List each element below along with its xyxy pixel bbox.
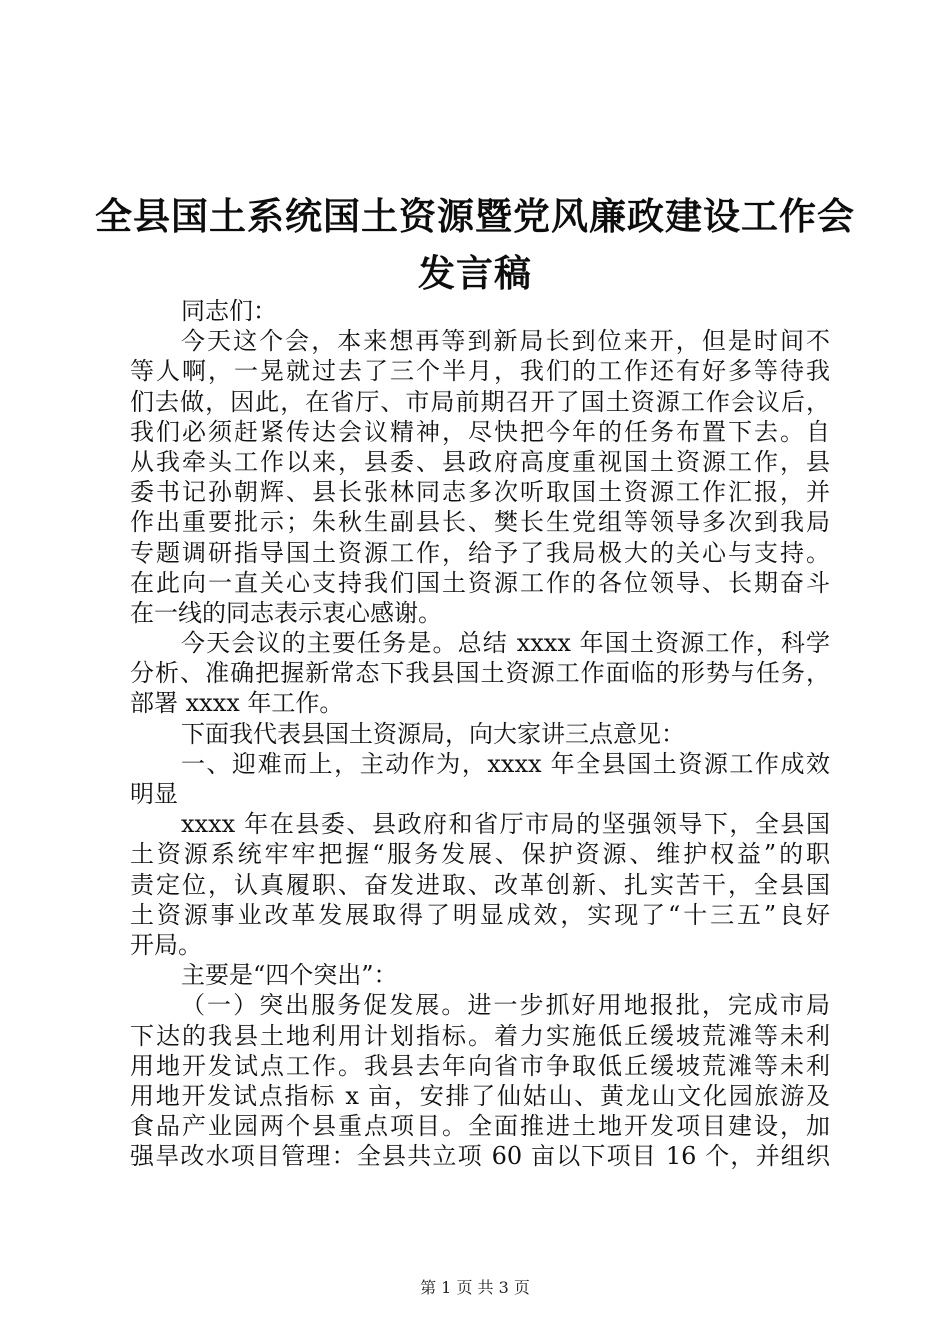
document-body bbox=[130, 296, 830, 1171]
body-line: 开局。 bbox=[130, 930, 202, 959]
body-line: 专题调研指导国土资源工作，给予了我局极大的关心与支持。 bbox=[130, 538, 830, 567]
body-line: 分析、准确把握新常态下我县国土资源工作面临的形势与任务， bbox=[130, 659, 830, 688]
document-title-line-2: 发言稿 bbox=[418, 252, 532, 295]
body-line: 土资源系统牢牢把握“服务发展、保护资源、维护权益”的职 bbox=[130, 840, 830, 869]
body-line: 委书记孙朝辉、县长张林同志多次听取国土资源工作汇报，并 bbox=[130, 478, 830, 507]
body-line: xxxx 年在县委、县政府和省厅市局的坚强领导下，全县国 bbox=[181, 810, 830, 839]
body-line: 下达的我县土地利用计划指标。着力实施低丘缓坡荒滩等未利 bbox=[130, 1021, 830, 1050]
body-line: 们去做，因此，在省厅、市局前期召开了国土资源工作会议后， bbox=[130, 387, 830, 416]
document-title-line-1: 全县国土系统国土资源暨党风廉政建设工作会 bbox=[95, 195, 855, 238]
body-line: 在此向一直关心支持我们国土资源工作的各位领导、长期奋斗 bbox=[130, 568, 830, 597]
body-line: 用地开发试点工作。我县去年向省市争取低丘缓坡荒滩等未利 bbox=[130, 1051, 830, 1080]
body-line: 强旱改水项目管理：全县共立项 60 亩以下项目 16 个，并组织 bbox=[130, 1142, 830, 1171]
body-line: 我们必须赶紧传达会议精神，尽快把今年的任务布置下去。自 bbox=[130, 417, 830, 446]
body-line: 主要是“四个突出”： bbox=[181, 961, 398, 990]
body-line: 食品产业园两个县重点项目。全面推进土地开发项目建设，加 bbox=[130, 1112, 830, 1141]
body-line: 今天会议的主要任务是。总结 xxxx 年国土资源工作，科学 bbox=[181, 629, 830, 658]
body-line: 在一线的同志表示衷心感谢。 bbox=[130, 598, 442, 627]
body-line: 下面我代表县国土资源局，向大家讲三点意见： bbox=[181, 719, 685, 748]
body-line: 作出重要批示；朱秋生副县长、樊长生党组等领导多次到我局 bbox=[130, 508, 830, 537]
body-line: 从我牵头工作以来，县委、县政府高度重视国土资源工作，县 bbox=[130, 447, 830, 476]
body-line: 同志们： bbox=[181, 297, 277, 325]
body-line: 部署 xxxx 年工作。 bbox=[130, 689, 344, 718]
body-line: 今天这个会，本来想再等到新局长到位来开，但是时间不 bbox=[181, 327, 830, 356]
body-line: 用地开发试点指标 x 亩，安排了仙姑山、黄龙山文化园旅游及 bbox=[130, 1081, 830, 1110]
body-line: （一）突出服务促发展。进一步抓好用地报批，完成市局 bbox=[181, 991, 830, 1020]
body-line: 一、迎难而上，主动作为，xxxx 年全县国土资源工作成效 bbox=[181, 749, 830, 778]
body-line: 等人啊，一晃就过去了三个半月，我们的工作还有好多等待我 bbox=[130, 357, 830, 386]
page-footer: 第 1 页 共 3 页 bbox=[420, 1278, 530, 1297]
body-line: 土资源事业改革发展取得了明显成效，实现了“十三五”良好 bbox=[130, 900, 830, 929]
body-line: 责定位，认真履职、奋发进取、改革创新、扎实苦干，全县国 bbox=[130, 870, 830, 899]
body-line: 明显 bbox=[130, 780, 178, 808]
